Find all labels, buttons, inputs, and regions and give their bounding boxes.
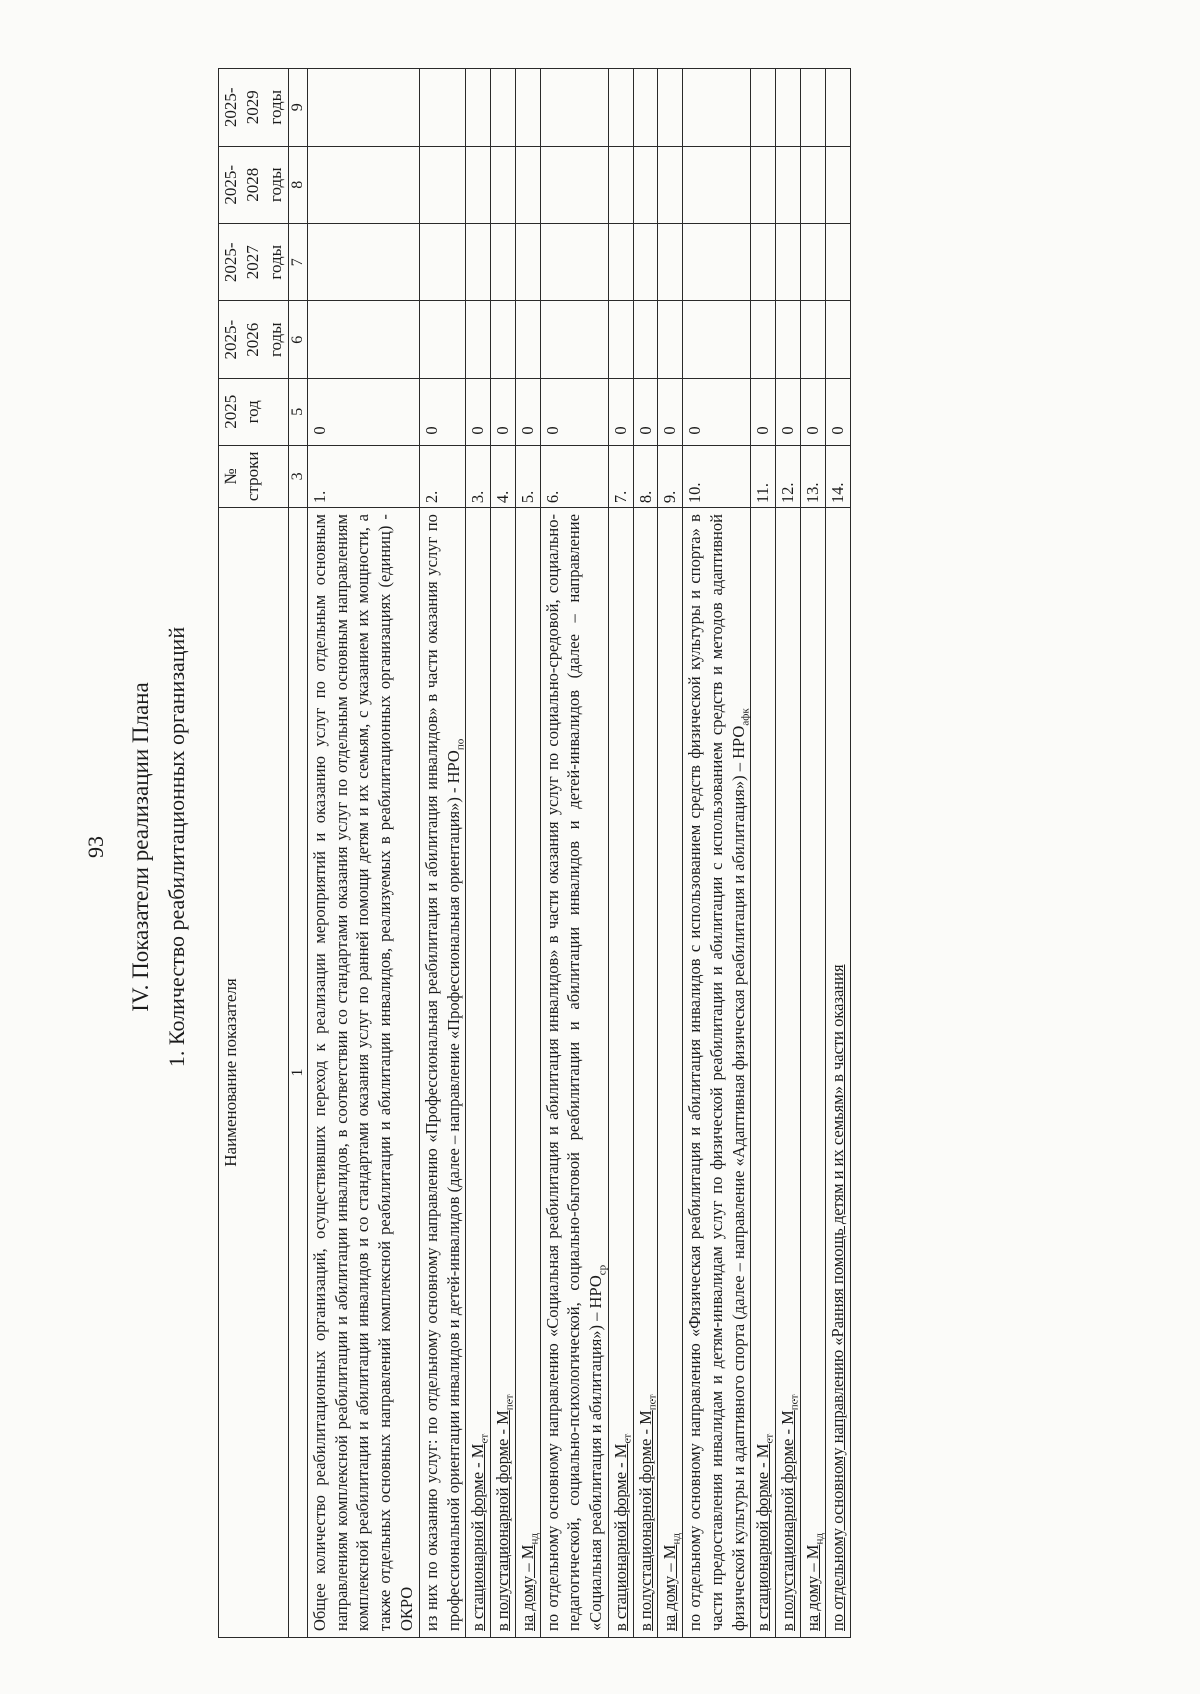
page-number: 93 <box>83 836 108 858</box>
row-number-cell: 9. <box>658 445 683 507</box>
indicator-name: Общее количество реабилитационных организаций, осуществивших переход к реализации мероприятий и оказанию услуг по отдельным основным направлениям комплексной реабилитации и абилитации инвалидов, в соответствии со стандартами оказания услуг по отдельным основным направлениям комплексной реабилитации и абилитации инвалидов и со стандартами оказания услуг по ранней помощи детям и их семьям, с указанием их мощности, а также отдельных основных направлений комплексной реабилитации и абилитации инвалидов, реализуемых в реабилитационных организациях (единиц) - ОКРО <box>309 514 416 1631</box>
table-header-row <box>219 69 289 1638</box>
table-row <box>307 69 419 1638</box>
indicator-name: в полустационарной форме - $М_{пст}$ <box>635 1394 658 1631</box>
index-cell: 3 <box>289 445 308 507</box>
index-cell: 9 <box>289 69 308 147</box>
indicator-name: в полустационарной форме - $М_{пст}$ <box>778 1394 801 1631</box>
value-2027-cell <box>658 224 683 301</box>
value-2025-cell: 0 <box>515 378 540 445</box>
indicator-subscript: афк <box>738 708 751 726</box>
subsection-title: 1. Количество реабилитационных организаций <box>164 626 189 1068</box>
index-cell: 7 <box>289 224 308 301</box>
value-2028-cell <box>307 146 419 223</box>
value-2025-cell: 0 <box>751 378 776 445</box>
table-row <box>633 69 658 1638</box>
row-number-cell: 5. <box>515 445 540 507</box>
indicator-name-cell <box>658 508 683 1638</box>
value-2029-cell <box>307 69 419 147</box>
row-number-cell: 12. <box>776 445 801 507</box>
table-row <box>419 69 466 1638</box>
value-2027-cell <box>776 224 801 301</box>
value-2026-cell <box>608 301 633 378</box>
table-row <box>491 69 516 1638</box>
value-2025-cell: 0 <box>540 378 608 445</box>
value-2028-cell <box>608 146 633 223</box>
row-number-cell: 4. <box>491 445 516 507</box>
value-2028-cell <box>466 146 491 223</box>
value-2027-cell <box>800 224 825 301</box>
value-2029-cell <box>491 69 516 147</box>
table-row <box>751 69 776 1638</box>
value-2029-cell <box>658 69 683 147</box>
indicator-subscript: нд <box>813 1533 826 1545</box>
value-2025-cell: 0 <box>776 378 801 445</box>
row-number-cell: 8. <box>633 445 658 507</box>
indicator-name: из них по оказанию услуг: по отдельному основному направлению «Профессиональная реабилитация и абилитация инвалидов» в части оказания услуг по профессиональной ориентации инвалидов и детей-инвалидов (далее – направление «Профессиональная ориентация») - $НРО_{по}$ <box>421 514 466 1631</box>
value-2027-cell <box>419 224 466 301</box>
value-2026-cell <box>466 301 491 378</box>
index-cell: 1 <box>289 508 308 1638</box>
header-row-number: № строки <box>219 445 289 507</box>
row-number-cell: 14. <box>825 445 850 507</box>
indicator-name: в полустационарной форме - $М_{пст}$ <box>493 1394 516 1631</box>
indicator-name: по отдельному основному направлению «Социальная реабилитация и абилитация инвалидов» в части оказания услуг по социально-средовой, социально-педагогической, социально-психологической, социально-бытовой реабилитации и абилитации инвалидов и детей-инвалидов (далее – направление «Социальная реабилитация и абилитация») – $НРО_{ср}$ <box>542 514 609 1631</box>
indicator-name-cell <box>515 508 540 1638</box>
value-2025-cell: 0 <box>800 378 825 445</box>
value-2026-cell <box>751 301 776 378</box>
indicator-name: на дому – $М_{нд}$ <box>802 1533 826 1631</box>
table-index-row <box>289 69 308 1638</box>
indicator-name-cell <box>419 508 466 1638</box>
value-2028-cell <box>800 146 825 223</box>
value-2027-cell <box>307 224 419 301</box>
indicator-name-cell <box>466 508 491 1638</box>
indicator-subscript: пст <box>645 1394 658 1411</box>
value-2025-cell: 0 <box>491 378 516 445</box>
value-2028-cell <box>540 146 608 223</box>
row-number-cell: 7. <box>608 445 633 507</box>
value-2026-cell <box>776 301 801 378</box>
row-number-cell: 2. <box>419 445 466 507</box>
value-2025-cell: 0 <box>307 378 419 445</box>
value-2029-cell <box>608 69 633 147</box>
indicator-name-cell <box>307 508 419 1638</box>
value-2027-cell <box>751 224 776 301</box>
indicator-subscript: нд <box>670 1533 683 1545</box>
header-2025-2028: 2025-2028 годы <box>219 146 289 223</box>
value-2025-cell: 0 <box>466 378 491 445</box>
value-2028-cell <box>491 146 516 223</box>
indicator-name-cell <box>608 508 633 1638</box>
value-2027-cell <box>633 224 658 301</box>
value-2027-cell <box>466 224 491 301</box>
value-2028-cell <box>515 146 540 223</box>
value-2025-cell: 0 <box>419 378 466 445</box>
value-2029-cell <box>776 69 801 147</box>
value-2026-cell <box>491 301 516 378</box>
table-row <box>800 69 825 1638</box>
value-2028-cell <box>825 146 850 223</box>
value-2029-cell <box>466 69 491 147</box>
header-indicator-name: Наименование показателя <box>219 508 289 1638</box>
value-2026-cell <box>658 301 683 378</box>
value-2025-cell: 0 <box>633 378 658 445</box>
table-row <box>776 69 801 1638</box>
indicator-subscript: нд <box>528 1533 541 1545</box>
row-number-cell: 6. <box>540 445 608 507</box>
indicator-name: в стационарной форме - $М_{ст}$ <box>753 1433 776 1631</box>
header-2025-2026: 2025-2026 годы <box>219 301 289 378</box>
row-number-cell: 10. <box>683 445 751 507</box>
section-title: IV. Показатели реализации Плана <box>128 682 153 1012</box>
header-2025-2027: 2025-2027 годы <box>219 224 289 301</box>
indicator-name-cell <box>491 508 516 1638</box>
value-2025-cell: 0 <box>658 378 683 445</box>
table-row <box>683 69 751 1638</box>
indicator-name: на дому – $М_{нд}$ <box>660 1533 683 1631</box>
value-2029-cell <box>540 69 608 147</box>
indicator-name-cell <box>540 508 608 1638</box>
row-number-cell: 3. <box>466 445 491 507</box>
header-2025-2029: 2025-2029 годы <box>219 69 289 147</box>
indicators-table <box>218 68 851 1638</box>
indicator-name-cell <box>633 508 658 1638</box>
table-body <box>307 69 850 1638</box>
value-2027-cell <box>683 224 751 301</box>
value-2027-cell <box>540 224 608 301</box>
indicator-subscript: по <box>453 738 466 751</box>
indicator-name: в стационарной форме - $М_{ст}$ <box>468 1433 491 1631</box>
indicator-name: по отдельному основному направлению «Физическая реабилитация и абилитация инвалидов с использованием средств физической культуры и спорта» в части предоставления инвалидам и детям-инвалидам услуг по физической реабилитации и абилитации с использованием средств и методов адаптивной физической культуры и адаптивного спорта (далее – направление «Адаптивная физическая реабилитация и абилитация») – $НРО_{афк}$ <box>685 514 751 1631</box>
row-number-cell: 13. <box>800 445 825 507</box>
indicator-name-cell <box>751 508 776 1638</box>
value-2025-cell: 0 <box>608 378 633 445</box>
indicator-subscript: ст <box>621 1433 634 1444</box>
value-2029-cell <box>751 69 776 147</box>
value-2029-cell <box>419 69 466 147</box>
value-2029-cell <box>825 69 850 147</box>
indicator-name: в стационарной форме - $М_{ст}$ <box>610 1433 634 1631</box>
row-number-cell: 11. <box>751 445 776 507</box>
index-cell: 8 <box>289 146 308 223</box>
value-2029-cell <box>800 69 825 147</box>
value-2026-cell <box>307 301 419 378</box>
value-2027-cell <box>825 224 850 301</box>
indicator-subscript: пст <box>788 1394 801 1411</box>
value-2028-cell <box>683 146 751 223</box>
value-2025-cell: 0 <box>683 378 751 445</box>
table-row <box>540 69 608 1638</box>
table-row <box>825 69 850 1638</box>
value-2026-cell <box>683 301 751 378</box>
table-row <box>466 69 491 1638</box>
value-2026-cell <box>515 301 540 378</box>
indicator-subscript: пст <box>503 1394 516 1411</box>
value-2026-cell <box>633 301 658 378</box>
value-2026-cell <box>825 301 850 378</box>
indicator-subscript: ст <box>763 1433 776 1444</box>
value-2028-cell <box>751 146 776 223</box>
indicator-name-cell <box>825 508 850 1638</box>
indicator-name-cell <box>800 508 825 1638</box>
value-2026-cell <box>540 301 608 378</box>
value-2026-cell <box>800 301 825 378</box>
value-2026-cell <box>419 301 466 378</box>
indicator-subscript: ср <box>596 1264 609 1276</box>
row-number-cell: 1. <box>307 445 419 507</box>
value-2028-cell <box>776 146 801 223</box>
indicator-name-cell <box>776 508 801 1638</box>
value-2027-cell <box>491 224 516 301</box>
value-2029-cell <box>515 69 540 147</box>
index-cell: 6 <box>289 301 308 378</box>
value-2027-cell <box>515 224 540 301</box>
header-2025: 2025 год <box>219 378 289 445</box>
value-2029-cell <box>683 69 751 147</box>
indicator-name: по отдельному основному направлению «Ранняя помощь детям и их семьям» в части оказания <box>827 964 847 1631</box>
value-2029-cell <box>633 69 658 147</box>
index-cell: 5 <box>289 378 308 445</box>
value-2028-cell <box>658 146 683 223</box>
table-row <box>658 69 683 1638</box>
value-2025-cell: 0 <box>825 378 850 445</box>
indicator-name: на дому – $М_{нд}$ <box>517 1533 541 1631</box>
table-row <box>608 69 633 1638</box>
indicator-name-cell <box>683 508 751 1638</box>
table-row <box>515 69 540 1638</box>
value-2028-cell <box>419 146 466 223</box>
indicator-subscript: ст <box>478 1433 491 1444</box>
value-2027-cell <box>608 224 633 301</box>
value-2028-cell <box>633 146 658 223</box>
